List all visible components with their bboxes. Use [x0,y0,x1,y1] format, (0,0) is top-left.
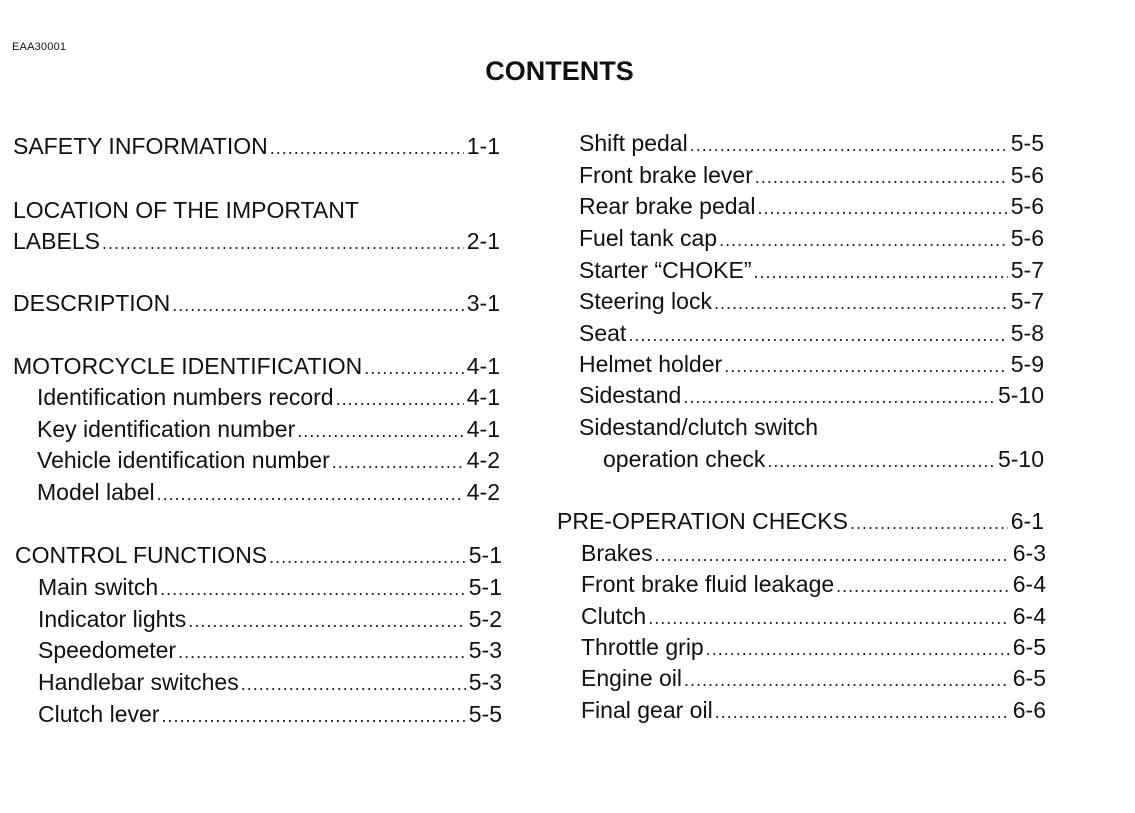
toc-entry[interactable] [579,286,1044,316]
leader-dots [755,162,1008,192]
toc-entry-label: Model label [37,479,155,505]
toc-entry-page: 5-6 [1010,225,1044,251]
toc-entry[interactable] [37,414,500,444]
toc-entry-heading[interactable]: Sidestand/clutch switch [579,414,819,440]
toc-entry[interactable] [581,632,1046,662]
toc-entry-page: 6-3 [1012,540,1046,566]
leader-dots [648,603,1010,633]
toc-entry-label: Shift pedal [579,130,688,156]
toc-entry[interactable] [603,444,1044,474]
toc-entry-label: LABELS [13,228,100,254]
toc-entry-label: Indicator lights [38,606,187,632]
toc-entry-page: 5-3 [468,637,502,663]
toc-entry[interactable] [13,288,500,318]
leader-dots [172,290,464,320]
toc-entry[interactable] [579,160,1044,190]
leader-dots [683,382,995,412]
leader-dots [178,637,466,667]
toc-entry-label: Final gear oil [581,697,713,723]
toc-entry-label: PRE-OPERATION CHECKS [557,508,848,534]
toc-entry-page: 5-8 [1010,320,1044,346]
leader-dots [850,508,1008,538]
toc-entry[interactable] [579,380,1044,410]
toc-entry-label: Vehicle identification number [37,447,330,473]
leader-dots [767,446,995,476]
toc-entry-label: Speedometer [38,637,177,663]
toc-entry-page: 6-1 [1010,508,1044,534]
leader-dots [754,257,1008,287]
toc-entry-page: 5-7 [1010,288,1044,314]
leader-dots [157,479,464,509]
toc-entry[interactable] [37,477,500,507]
document-code: EAA30001 [12,41,67,53]
toc-entry-page: 5-6 [1010,193,1044,219]
toc-entry-page: 4-1 [466,353,500,379]
page-title: CONTENTS [485,56,634,86]
toc-entry[interactable] [579,349,1044,379]
toc-entry[interactable] [579,128,1044,158]
toc-entry-page: 4-2 [466,479,500,505]
toc-entry-page: 5-5 [468,701,502,727]
leader-dots [724,351,1008,381]
leader-dots [719,225,1008,255]
toc-entry[interactable] [557,506,1044,536]
toc-entry-page: 3-1 [466,290,500,316]
leader-dots [188,606,465,636]
leader-dots [102,228,464,258]
toc-entry[interactable] [579,318,1044,348]
toc-entry-page: 5-2 [468,606,502,632]
toc-entry[interactable] [579,223,1044,253]
leader-dots [655,540,1010,570]
toc-entry-page: 5-1 [468,542,502,568]
leader-dots [706,634,1010,664]
leader-dots [628,320,1007,350]
toc-entry[interactable] [13,351,500,381]
toc-entry-label: Sidestand [579,382,682,408]
toc-entry-page: 1-1 [466,133,500,159]
toc-entry-page: 2-1 [466,228,500,254]
leader-dots [270,133,464,163]
toc-entry-label: Brakes [581,540,653,566]
toc-entry-label: MOTORCYCLE IDENTIFICATION [13,353,363,379]
toc-entry-page: 4-1 [466,384,500,410]
toc-entry[interactable] [581,663,1046,693]
toc-entry-label: CONTROL FUNCTIONS [15,542,268,568]
leader-dots [161,701,465,731]
toc-entry[interactable] [579,255,1044,285]
toc-entry-label: Starter “CHOKE” [579,257,752,283]
toc-entry-label: Main switch [38,574,159,600]
toc-entry-label: Steering lock [579,288,712,314]
toc-entry[interactable] [37,445,500,475]
leader-dots [269,542,466,572]
toc-entry-page: 4-1 [466,416,500,442]
leader-dots [757,193,1007,223]
toc-entry-label: Helmet holder [579,351,723,377]
toc-entry-page: 6-4 [1012,571,1046,597]
leader-dots [715,697,1010,727]
toc-entry-page: 5-10 [997,382,1044,408]
toc-entry-label: Identification numbers record [37,384,334,410]
toc-entry[interactable] [38,635,502,665]
toc-entry-label: Key identification number [37,416,296,442]
toc-entry-label: Front brake fluid leakage [581,571,835,597]
toc-entry-label: Seat [579,320,627,346]
toc-entry[interactable] [15,540,502,570]
toc-entry-label: Front brake lever [579,162,753,188]
toc-entry-label: operation check [603,446,766,472]
toc-entry-label: Fuel tank cap [579,225,718,251]
leader-dots [684,665,1010,695]
toc-entry-page: 5-1 [468,574,502,600]
leader-dots [364,353,463,383]
leader-dots [836,571,1010,601]
toc-entry-label: Handlebar switches [38,669,239,695]
leader-dots [160,574,466,604]
leader-dots [297,416,463,446]
toc-entry[interactable] [37,382,500,412]
toc-entry[interactable] [581,569,1046,599]
toc-entry[interactable] [581,601,1046,631]
toc-entry-heading[interactable]: LOCATION OF THE IMPORTANT [13,197,359,223]
leader-dots [714,288,1008,318]
toc-entry-label: DESCRIPTION [13,290,171,316]
toc-entry-page: 5-9 [1010,351,1044,377]
toc-entry[interactable] [13,131,500,161]
toc-entry[interactable] [38,699,502,729]
toc-entry-page: 5-5 [1010,130,1044,156]
toc-entry[interactable] [579,191,1044,221]
leader-dots [690,130,1008,160]
toc-entry-page: 6-4 [1012,603,1046,629]
toc-entry-label: Engine oil [581,665,683,691]
toc-entry[interactable] [38,572,502,602]
toc-entry-page: 5-10 [997,446,1044,472]
toc-entry-label: Clutch lever [38,701,160,727]
toc-entry-page: 4-2 [466,447,500,473]
toc-entry-label: Throttle grip [581,634,704,660]
toc-entry-label: SAFETY INFORMATION [13,133,268,159]
toc-entry-page: 6-5 [1012,665,1046,691]
toc-entry[interactable] [38,667,502,697]
toc-entry[interactable] [581,538,1046,568]
toc-entry-page: 5-3 [468,669,502,695]
leader-dots [332,447,464,477]
toc-entry-label: Rear brake pedal [579,193,756,219]
toc-entry-page: 5-6 [1010,162,1044,188]
toc-entry-page: 6-6 [1012,697,1046,723]
toc-entry-label: Clutch [581,603,647,629]
leader-dots [336,384,464,414]
toc-entry[interactable] [38,604,502,634]
toc-entry[interactable] [581,695,1046,725]
leader-dots [241,669,466,699]
toc-entry-page: 5-7 [1010,257,1044,283]
toc-entry-page: 6-5 [1012,634,1046,660]
toc-entry[interactable] [13,226,500,256]
